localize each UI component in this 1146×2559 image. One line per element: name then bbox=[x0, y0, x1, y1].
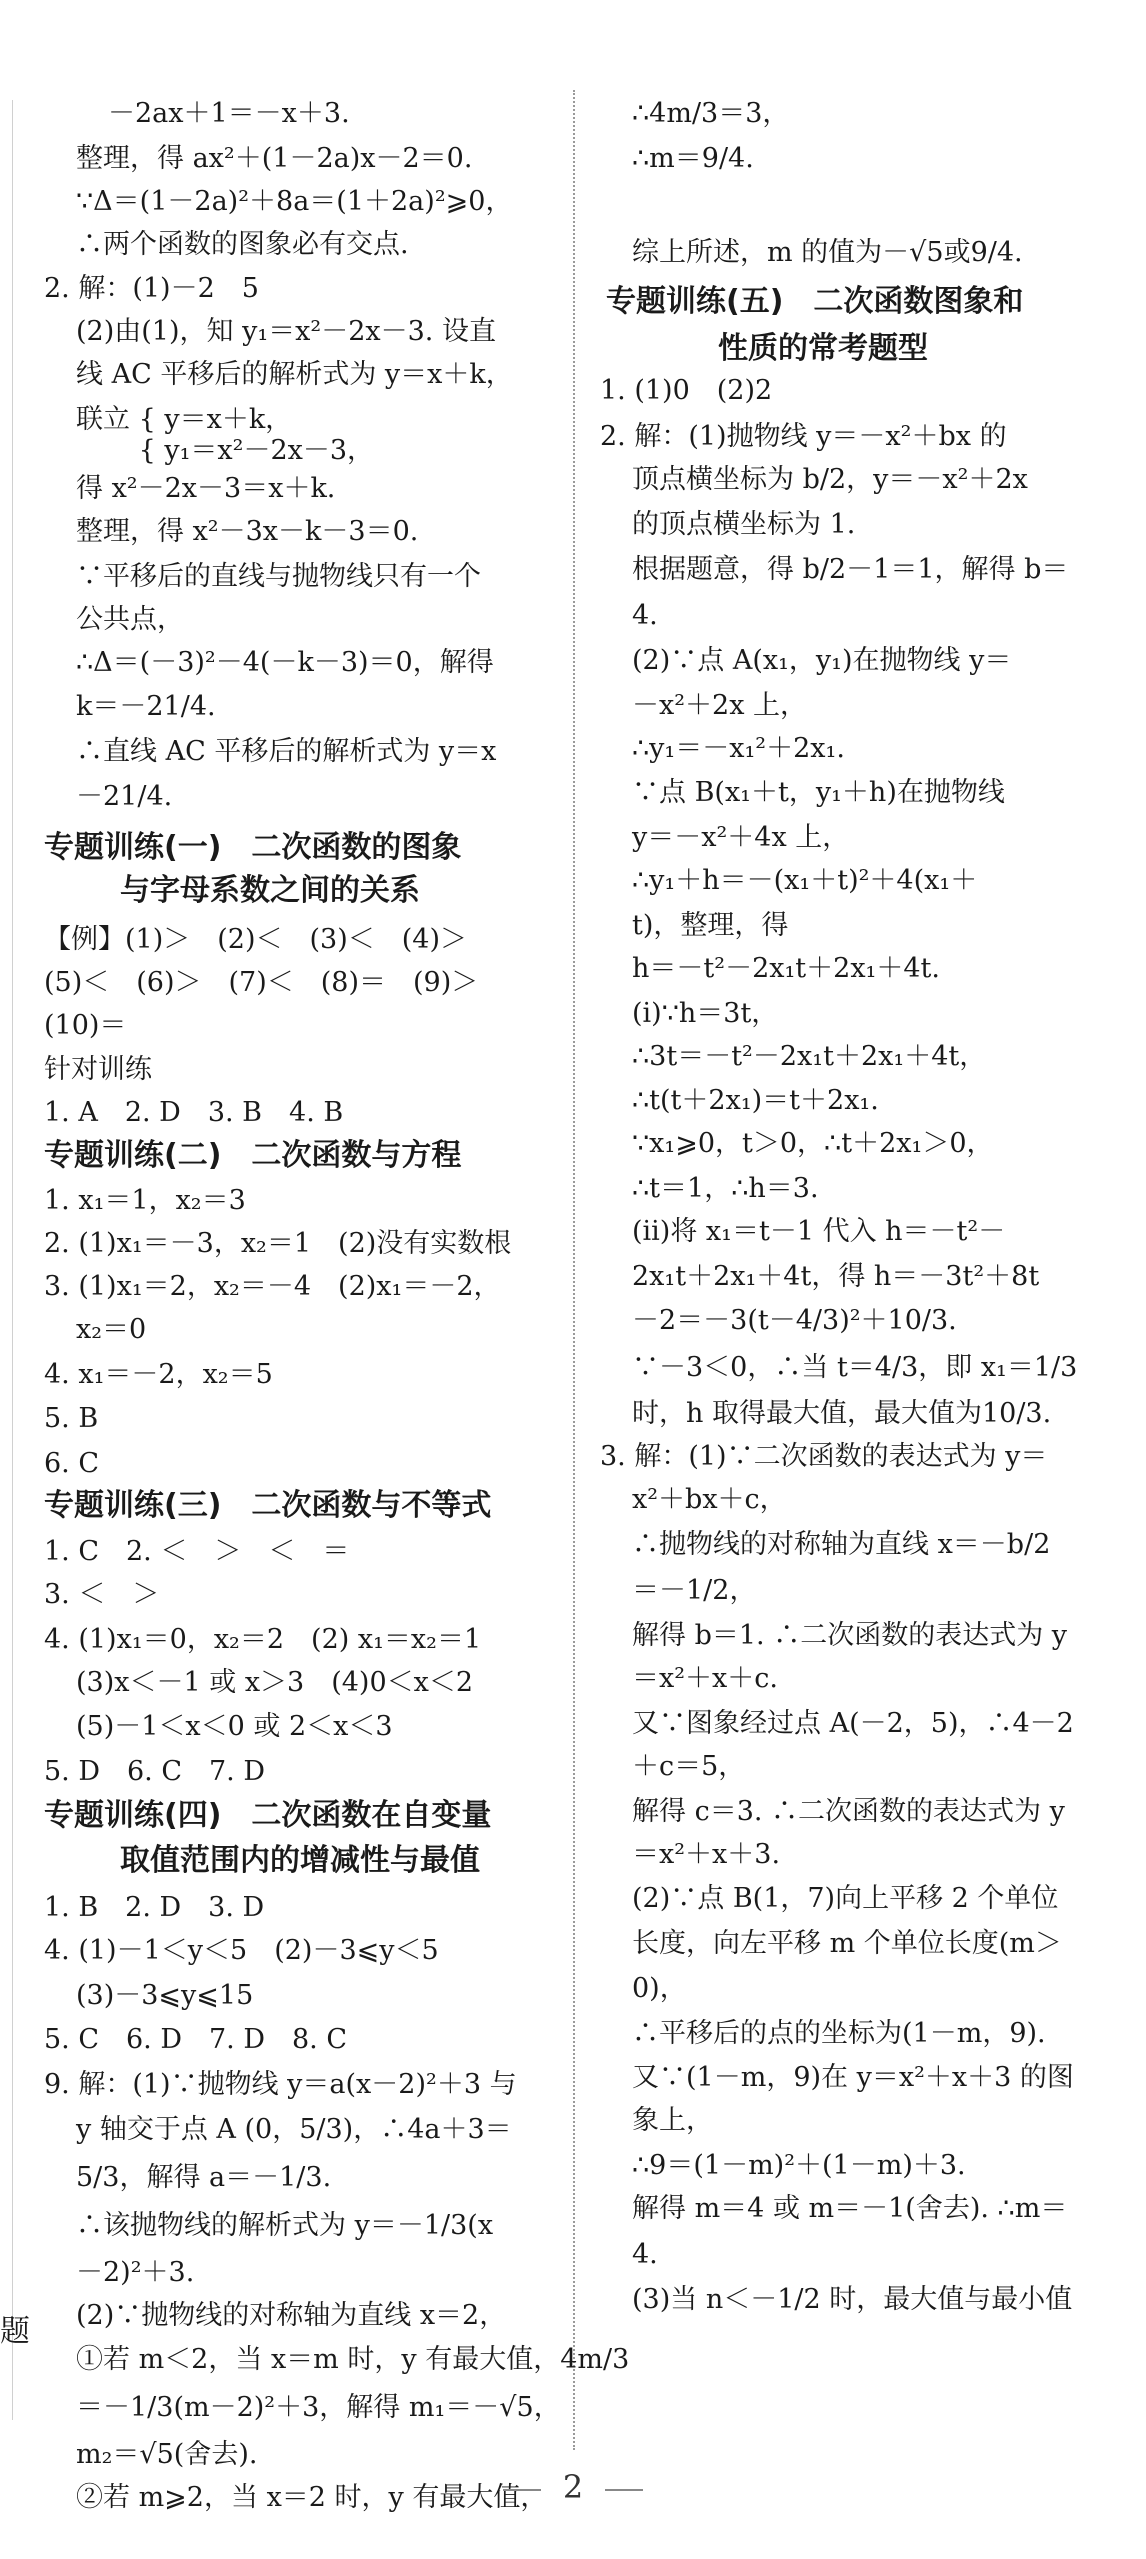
right-text-line: 顶点横坐标为 b/2，y＝－x²＋2x bbox=[632, 464, 1028, 496]
left-text-line: 5. C 6. D 7. D 8. C bbox=[44, 2024, 347, 2056]
right-text-line: 解得 b＝1. ∴二次函数的表达式为 y bbox=[632, 1620, 1068, 1652]
right-text-line: 3. 解：(1)∵二次函数的表达式为 y＝ bbox=[600, 1441, 1048, 1473]
left-text-line: x₂＝0 bbox=[76, 1314, 147, 1346]
left-text-line: 3. ＜ ＞ bbox=[44, 1578, 160, 1610]
left-text-line: 公共点， bbox=[76, 603, 184, 635]
left-text-line: 4. x₁＝－2，x₂＝5 bbox=[44, 1358, 273, 1390]
left-text-line: m₂＝√5(舍去). bbox=[76, 2438, 258, 2470]
section-heading: 专题训练(三) 二次函数与不等式 bbox=[44, 1488, 492, 1524]
right-text-line: ∴4m/3＝3， bbox=[632, 98, 790, 129]
section-heading: 专题训练(五) 二次函数图象和 bbox=[606, 284, 1024, 320]
left-text-line: y 轴交于点 A (0，5/3)，∴4a＋3＝ bbox=[76, 2113, 512, 2145]
left-text-line: ∴两个函数的图象必有交点. bbox=[76, 228, 409, 260]
column-divider bbox=[573, 90, 575, 2450]
left-text-line: 整理，得 x²－3x－k－3＝0. bbox=[76, 515, 419, 547]
right-text-line: ∴9＝(1－m)²＋(1－m)＋3. bbox=[632, 2149, 966, 2181]
right-text-line: 2. 解：(1)抛物线 y＝－x²＋bx 的 bbox=[600, 421, 1007, 453]
right-text-line: 2x₁t＋2x₁＋4t，得 h＝－3t²＋8t bbox=[632, 1260, 1040, 1292]
right-text-line: 的顶点横坐标为 1. bbox=[632, 509, 856, 541]
section-heading: 专题训练(四) 二次函数在自变量 bbox=[44, 1798, 492, 1834]
page-number: 2 bbox=[562, 2468, 584, 2506]
right-text-line: －x²＋2x 上， bbox=[632, 689, 808, 721]
right-text-line: (ii)将 x₁＝t－1 代入 h＝－t²－ bbox=[632, 1216, 1006, 1247]
left-text-line: 线 AC 平移后的解析式为 y＝x＋k， bbox=[76, 359, 513, 391]
left-text-line: ∵Δ＝(1－2a)²＋8a＝(1＋2a)²⩾0， bbox=[76, 185, 513, 217]
left-text-line: －21/4. bbox=[76, 780, 173, 812]
right-text-line: ∴y₁＋h＝－(x₁＋t)²＋4(x₁＋ bbox=[632, 865, 978, 897]
right-text-line: ＋c＝5， bbox=[632, 1750, 746, 1782]
left-text-line: 联立 { y＝x＋k， bbox=[76, 404, 293, 436]
left-text-line: { y₁＝x²－2x－3， bbox=[76, 435, 375, 467]
right-text-line: 1. (1)0 (2)2 bbox=[600, 374, 773, 406]
left-text-line: 得 x²－2x－3＝x＋k. bbox=[76, 472, 336, 504]
right-text-line: ∴3t＝－t²－2x₁t＋2x₁＋4t， bbox=[632, 1040, 987, 1072]
right-text-line: ∵点 B(x₁＋t，y₁＋h)在抛物线 bbox=[632, 777, 1005, 809]
right-text-line: 根据题意，得 b/2－1＝1，解得 b＝ bbox=[632, 553, 1069, 585]
left-text-line: ②若 m⩾2，当 x＝2 时，y 有最大值， bbox=[76, 2481, 548, 2513]
left-text-line: (3)x＜－1 或 x＞3 (4)0＜x＜2 bbox=[76, 1666, 474, 1698]
left-text-line: ∴直线 AC 平移后的解析式为 y＝x bbox=[76, 736, 497, 768]
right-text-line: ∴平移后的点的坐标为(1－m，9). bbox=[632, 2017, 1046, 2049]
left-text-line: 2. (1)x₁＝－3，x₂＝1 (2)没有实数根 bbox=[44, 1228, 512, 1260]
left-text-line: －2ax＋1＝－x＋3. bbox=[108, 98, 350, 129]
section-heading: 专题训练(二) 二次函数与方程 bbox=[44, 1137, 462, 1173]
right-text-line: 综上所述，m 的值为－√5或9/4. bbox=[632, 237, 1023, 269]
left-text-line: ∴该抛物线的解析式为 y＝－1/3(x bbox=[76, 2210, 494, 2242]
side-label: 题 bbox=[0, 2314, 30, 2349]
left-text-line: 6. C bbox=[44, 1448, 100, 1480]
left-text-line: 4. (1)x₁＝0，x₂＝2 (2) x₁＝x₂＝1 bbox=[44, 1623, 482, 1655]
right-text-line: ∵x₁⩾0，t＞0，∴t＋2x₁＞0， bbox=[632, 1128, 994, 1160]
right-text-line: ∴抛物线的对称轴为直线 x＝－b/2 bbox=[632, 1529, 1051, 1561]
left-text-line: (2)由(1)，知 y₁＝x²－2x－3. 设直 bbox=[76, 316, 496, 348]
right-text-line: y＝－x²＋4x 上， bbox=[632, 822, 850, 854]
left-text-line: ①若 m＜2，当 x＝m 时，y 有最大值，4m/3 bbox=[76, 2344, 630, 2376]
left-text-line: (5)－1＜x＜0 或 2＜x＜3 bbox=[76, 1711, 393, 1743]
right-text-line: t)，整理，得 bbox=[632, 909, 789, 941]
right-text-line: ＝x²＋x＋c. bbox=[632, 1663, 778, 1695]
right-text-line: x²＋bx＋c， bbox=[632, 1484, 787, 1516]
right-text-line: 4. bbox=[632, 2239, 658, 2271]
right-text-line: 0)， bbox=[632, 1972, 687, 2004]
section-heading: 性质的常考题型 bbox=[718, 330, 928, 366]
left-text-line: (10)＝ bbox=[44, 1009, 127, 1041]
left-text-line: k＝－21/4. bbox=[76, 691, 216, 723]
right-text-line: (i)∵h＝3t， bbox=[632, 997, 779, 1029]
left-text-line: 1. A 2. D 3. B 4. B bbox=[44, 1097, 344, 1129]
right-text-line: ∴t＝1，∴h＝3. bbox=[632, 1173, 819, 1204]
right-text-line: －2＝－3(t－4/3)²＋10/3. bbox=[632, 1305, 957, 1337]
left-text-line: 4. (1)－1＜y＜5 (2)－3⩽y＜5 bbox=[44, 1934, 439, 1966]
left-text-line: 5. D 6. C 7. D bbox=[44, 1756, 265, 1788]
right-text-line: 象上， bbox=[632, 2105, 713, 2137]
left-text-line: 1. C 2. ＜ ＞ ＜ ＝ bbox=[44, 1535, 350, 1567]
right-text-line: ∴t(t＋2x₁)＝t＋2x₁. bbox=[632, 1085, 879, 1117]
left-text-line: 5/3，解得 a＝－1/3. bbox=[76, 2162, 332, 2193]
right-text-line: (3)当 n＜－1/2 时，最大值与最小值 bbox=[632, 2284, 1073, 2316]
right-text-line: ∵－3＜0，∴当 t＝4/3，即 x₁＝1/3 bbox=[632, 1351, 1078, 1383]
right-text-line: ∴m＝9/4. bbox=[632, 142, 754, 174]
right-text-line: ∴y₁＝－x₁²＋2x₁. bbox=[632, 732, 845, 764]
left-text-line: ∴Δ＝(－3)²－4(－k－3)＝0，解得 bbox=[76, 646, 494, 678]
right-text-line: (2)∵点 A(x₁，y₁)在抛物线 y＝ bbox=[632, 644, 1012, 676]
left-text-line: (3)－3⩽y⩽15 bbox=[76, 1979, 254, 2011]
right-text-line: ＝x²＋x＋3. bbox=[632, 1838, 781, 1870]
right-text-line: 4. bbox=[632, 600, 658, 632]
left-text-line: －2)²＋3. bbox=[76, 2256, 195, 2288]
right-text-line: ＝－1/2， bbox=[632, 1575, 757, 1607]
footer-dash-left bbox=[503, 2489, 541, 2491]
right-text-line: 解得 c＝3. ∴二次函数的表达式为 y bbox=[632, 1795, 1065, 1827]
footer-dash-right bbox=[605, 2489, 643, 2491]
left-text-line: 2. 解：(1)－2 5 bbox=[44, 273, 259, 305]
left-text-line: 3. (1)x₁＝2，x₂＝－4 (2)x₁＝－2， bbox=[44, 1271, 501, 1303]
right-text-line: 解得 m＝4 或 m＝－1(舍去). ∴m＝ bbox=[632, 2192, 1068, 2224]
section-heading: 与字母系数之间的关系 bbox=[120, 872, 420, 908]
right-text-line: (2)∵点 B(1，7)向上平移 2 个单位 bbox=[632, 1883, 1059, 1915]
left-text-line: 针对训练 bbox=[44, 1054, 152, 1086]
right-text-line: h＝－t²－2x₁t＋2x₁＋4t. bbox=[632, 952, 940, 984]
left-text-line: 9. 解：(1)∵抛物线 y＝a(x－2)²＋3 与 bbox=[44, 2069, 517, 2101]
left-text-line: 1. B 2. D 3. D bbox=[44, 1891, 265, 1923]
page-footer bbox=[0, 2468, 1146, 2506]
left-text-line: 【例】(1)＞ (2)＜ (3)＜ (4)＞ bbox=[44, 923, 467, 955]
left-text-line: 1. x₁＝1，x₂＝3 bbox=[44, 1185, 246, 1217]
section-heading: 取值范围内的增减性与最值 bbox=[120, 1842, 480, 1878]
margin-rule bbox=[12, 100, 13, 2420]
right-text-line: 长度，向左平移 m 个单位长度(m＞ bbox=[632, 1928, 1062, 1960]
left-text-line: ＝－1/3(m－2)²＋3，解得 m₁＝－√5， bbox=[76, 2392, 561, 2424]
left-text-line: 整理，得 ax²＋(1－2a)x－2＝0. bbox=[76, 142, 473, 174]
left-text-line: (5)＜ (6)＞ (7)＜ (8)＝ (9)＞ bbox=[44, 966, 479, 998]
section-heading: 专题训练(一) 二次函数的图象 bbox=[44, 829, 462, 865]
right-text-line: 又∵(1－m，9)在 y＝x²＋x＋3 的图 bbox=[632, 2062, 1074, 2094]
left-text-line: ∵平移后的直线与抛物线只有一个 bbox=[76, 560, 481, 592]
right-text-line: 又∵图象经过点 A(－2，5)，∴4－2 bbox=[632, 1707, 1074, 1739]
left-text-line: 5. B bbox=[44, 1403, 99, 1435]
right-text-line: 时，h 取得最大值，最大值为10/3. bbox=[632, 1398, 1052, 1430]
left-text-line: (2)∵抛物线的对称轴为直线 x＝2， bbox=[76, 2299, 507, 2331]
